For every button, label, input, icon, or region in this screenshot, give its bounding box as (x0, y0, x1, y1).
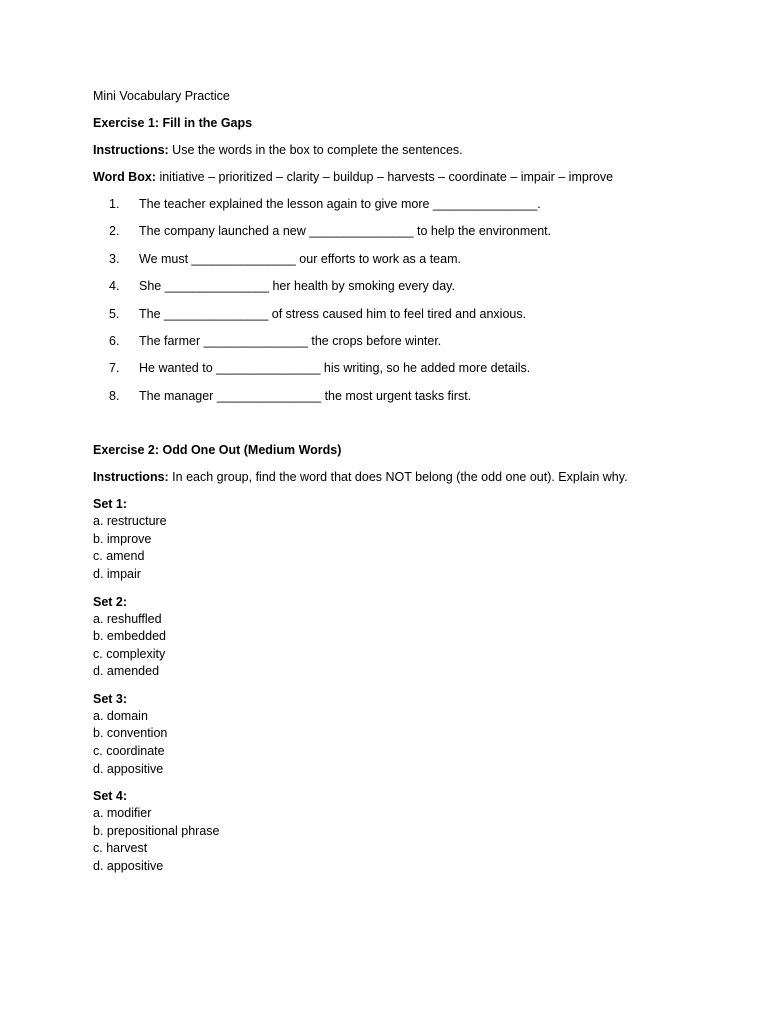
list-item (93, 305, 713, 323)
set-title: Set 2: (93, 594, 128, 609)
list-item (93, 332, 713, 350)
set-option: a. domain (93, 708, 148, 723)
set-option: b. improve (93, 531, 152, 546)
instructions-label: Instructions: (93, 143, 169, 157)
list-item (93, 387, 713, 405)
item-number: 4. (109, 279, 120, 294)
section-spacer (93, 414, 713, 441)
list-item (93, 359, 713, 377)
instructions-label: Instructions: (93, 470, 169, 485)
item-number: 3. (109, 251, 120, 266)
set-option: a. reshuffled (93, 611, 162, 626)
item-number: 8. (109, 388, 120, 403)
item-number: 5. (109, 306, 120, 321)
list-item (93, 222, 713, 240)
set-option: c. coordinate (93, 744, 165, 759)
item-number: 6. (109, 333, 120, 348)
word-box-text: initiative – prioritized – clarity – buildup – harvests – coordinate – impair – improve (155, 170, 614, 184)
document-page (93, 87, 713, 885)
word-box (93, 168, 713, 186)
sentence-text: The company launched a new _______________ to help the environment. (139, 224, 552, 239)
sentence-text: The farmer _______________ the crops before winter. (139, 333, 442, 348)
set-option: c. harvest (93, 841, 148, 856)
exercise2-heading: Exercise 2: Odd One Out (Medium Words) (93, 443, 342, 458)
document-title: Mini Vocabulary Practice (93, 89, 230, 103)
set-option: a. restructure (93, 514, 167, 529)
exercise2-instructions (93, 468, 713, 486)
list-item (93, 250, 713, 268)
instructions-text: Use the words in the box to complete the sentences. (168, 143, 463, 157)
set-option: b. embedded (93, 629, 166, 644)
set-option: d. impair (93, 566, 141, 581)
sentence-text: The _______________ of stress caused him to feel tired and anxious. (139, 306, 527, 321)
set-option: c. complexity (93, 646, 166, 661)
sentence-text: He wanted to _______________ his writing, so he added more details. (139, 361, 531, 376)
sentence-list (93, 195, 713, 405)
set-option: b. convention (93, 726, 168, 741)
item-number: 2. (109, 224, 120, 239)
exercise1-instructions (93, 141, 713, 159)
sentence-text: The teacher explained the lesson again to give more _______________. (139, 197, 541, 211)
sentence-text: She _______________ her health by smoking every day. (139, 279, 455, 294)
item-number: 7. (109, 361, 120, 376)
set-title: Set 3: (93, 691, 128, 706)
set-title: Set 4: (93, 789, 128, 804)
set-group-3 (93, 690, 713, 778)
item-number: 1. (109, 197, 120, 211)
set-option: d. amended (93, 664, 160, 679)
exercise1-heading: Exercise 1: Fill in the Gaps (93, 116, 253, 130)
set-group-2 (93, 593, 713, 681)
instructions-text: In each group, find the word that does NOT belong (the odd one out). Explain why. (168, 470, 628, 485)
set-option: d. appositive (93, 859, 164, 874)
sentence-text: The manager _______________ the most urgent tasks first. (139, 388, 472, 403)
set-option: d. appositive (93, 761, 164, 776)
list-item (93, 277, 713, 295)
set-option: a. modifier (93, 806, 152, 821)
set-option: c. amend (93, 549, 145, 564)
set-option: b. prepositional phrase (93, 823, 220, 838)
set-group-1 (93, 495, 713, 583)
word-box-label: Word Box: (93, 170, 156, 184)
set-title: Set 1: (93, 497, 128, 512)
list-item (93, 195, 713, 213)
sentence-text: We must _______________ our efforts to work as a team. (139, 251, 461, 266)
set-group-4 (93, 787, 713, 875)
